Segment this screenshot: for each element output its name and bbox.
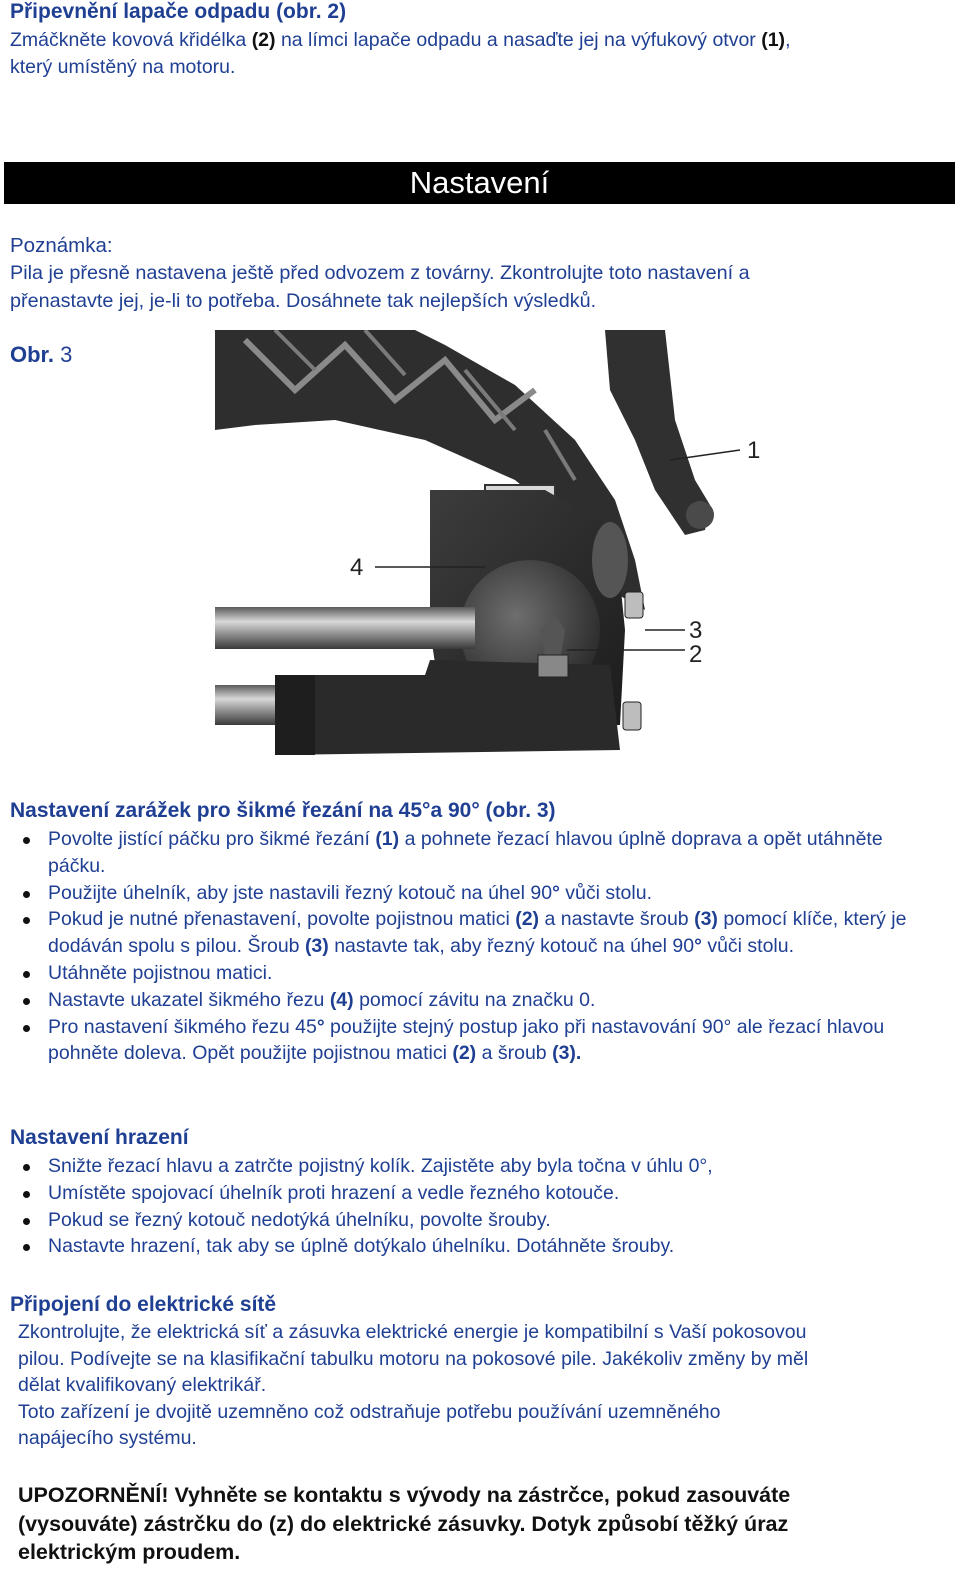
list-item: Pokud se řezný kotouč nedotýká úhelníku, povolte šrouby.: [10, 1207, 940, 1234]
note-line: Pila je přesně nastavena ještě před odvozem z továrny. Zkontrolujte toto nastavení a: [10, 262, 750, 284]
list-item: Umístěte spojovací úhelník proti hrazení a vedle řezného kotouče.: [10, 1180, 940, 1207]
ref-1: (1): [375, 828, 400, 850]
text-run: vůči stolu.: [559, 881, 652, 904]
degree: °: [316, 1015, 325, 1038]
section-title-waste-catcher: Připevnění lapače odpadu (obr. 2): [10, 0, 347, 23]
text-run: Použijte úhelník, aby jste nastavili řezný kotouč na úhel 90: [48, 881, 553, 904]
power-text: [18, 1319, 953, 1452]
callout-4: 4: [350, 554, 364, 581]
text-run: pomocí závitu na značku 0.: [353, 988, 596, 1011]
text-run: Pokud je nutné přenastavení, povolte pojistnou matici: [48, 908, 516, 931]
text-run: Nastavte ukazatel šikmého řezu: [48, 988, 330, 1011]
power-line: pilou. Podívejte se na klasifikační tabulku motoru na pokosové pile. Jakékoliv změny by měl: [18, 1347, 809, 1370]
ref-2: (2): [452, 1042, 477, 1065]
ref-3: (3): [694, 908, 718, 931]
fence-steps-list: [10, 1153, 940, 1260]
ref-1: (1): [761, 29, 786, 51]
list-item: [10, 960, 940, 987]
caption-number: 3: [54, 342, 73, 367]
list-item: [10, 987, 940, 1014]
text-run: pomocí klíče, který je dodáván spolu s pilou. Šroub: [48, 908, 907, 958]
power-line: napájecího systému.: [18, 1427, 197, 1449]
ref-2: (2): [515, 908, 540, 931]
warning-text: [18, 1481, 953, 1567]
list-item: [10, 906, 940, 960]
power-line: dělat kvalifikovaný elektrikář.: [18, 1374, 267, 1396]
callout-2: 2: [689, 641, 703, 668]
text-run: Utáhněte pojistnou matici.: [48, 961, 273, 984]
section-title-bevel-stops: Nastavení zarážek pro šikmé řezání na 45°a 90° (obr. 3): [10, 799, 556, 822]
bevel-steps-list: [10, 826, 940, 1067]
section-title-fence: Nastavení hrazení: [10, 1126, 189, 1149]
text-run: Zmáčkněte kovová křidélka: [10, 29, 252, 51]
caption-label: Obr.: [10, 342, 55, 367]
list-item: [10, 826, 940, 880]
power-line: Toto zařízení je dvojitě uzemněno což odstraňuje potřebu používání uzemněného: [18, 1400, 721, 1423]
callout-1: 1: [747, 437, 760, 464]
warning-line: elektrickým proudem.: [18, 1540, 241, 1564]
figure-3-photo: [215, 330, 760, 764]
text-run: a šroub: [476, 1042, 553, 1065]
ref-2: (2): [251, 29, 276, 51]
ref-4: (4): [329, 988, 354, 1011]
text-run: a nastavte šroub: [539, 908, 695, 931]
text-run: nastavte tak, aby řezný kotouč na úhel 90: [328, 935, 695, 958]
waste-catcher-text: [10, 27, 950, 80]
text-run: Povolte jistící páčku pro šikmé řezání: [48, 828, 376, 850]
power-line: Zkontrolujte, že elektrická síť a zásuvka elektrické energie je kompatibilní s Vaší pokosovou: [18, 1321, 807, 1343]
note-line: přenastavte jej, je-li to potřeba. Dosáhnete tak nejlepších výsledků.: [10, 290, 597, 312]
warning-line: UPOZORNĚNÍ! Vyhněte se kontaktu s vývody na zástrčce, pokud zasouváte: [18, 1483, 791, 1507]
section-banner: Nastavení: [4, 162, 955, 204]
warning-line: (vysouváte) zástrčku do (z) do elektrické zásuvky. Dotyk způsobí těžký úraz: [18, 1511, 789, 1536]
text-run: vůči stolu.: [701, 935, 795, 958]
degree: °: [552, 881, 560, 904]
ref-3: (3).: [552, 1042, 582, 1065]
text-run: a pohnete řezací hlavou úplně doprava a opět utáhněte páčku.: [48, 828, 883, 877]
list-item: [10, 1014, 940, 1068]
figure-caption: [10, 342, 72, 368]
text-run: Pro nastavení šikmého řezu 45: [48, 1015, 317, 1038]
list-item: Snižte řezací hlavu a zatrčte pojistný kolík. Zajistěte aby byla točna v úhlu 0°,: [10, 1153, 940, 1180]
text-run: na límci lapače odpadu a nasaďte jej na výfukový otvor: [275, 29, 762, 51]
list-item: [10, 880, 940, 907]
degree: °: [694, 935, 702, 958]
text-run: ,: [785, 29, 791, 51]
section-title-power: Připojení do elektrické sítě: [10, 1293, 277, 1316]
saw-bevel-mechanism-image: [215, 330, 760, 764]
callout-3: 3: [689, 617, 703, 644]
text-run: který umístěný na motoru.: [10, 55, 236, 78]
ref-3: (3): [304, 935, 329, 958]
note-title: Poznámka:: [10, 234, 113, 257]
text-run: použijte stejný postup jako při nastavování 90° ale řezací hlavou pohněte doleva. Opět použijte pojistnou matici: [48, 1015, 885, 1065]
note-text: [10, 259, 955, 315]
list-item: Nastavte hrazení, tak aby se úplně dotýkalo úhelníku. Dotáhněte šrouby.: [10, 1233, 940, 1260]
